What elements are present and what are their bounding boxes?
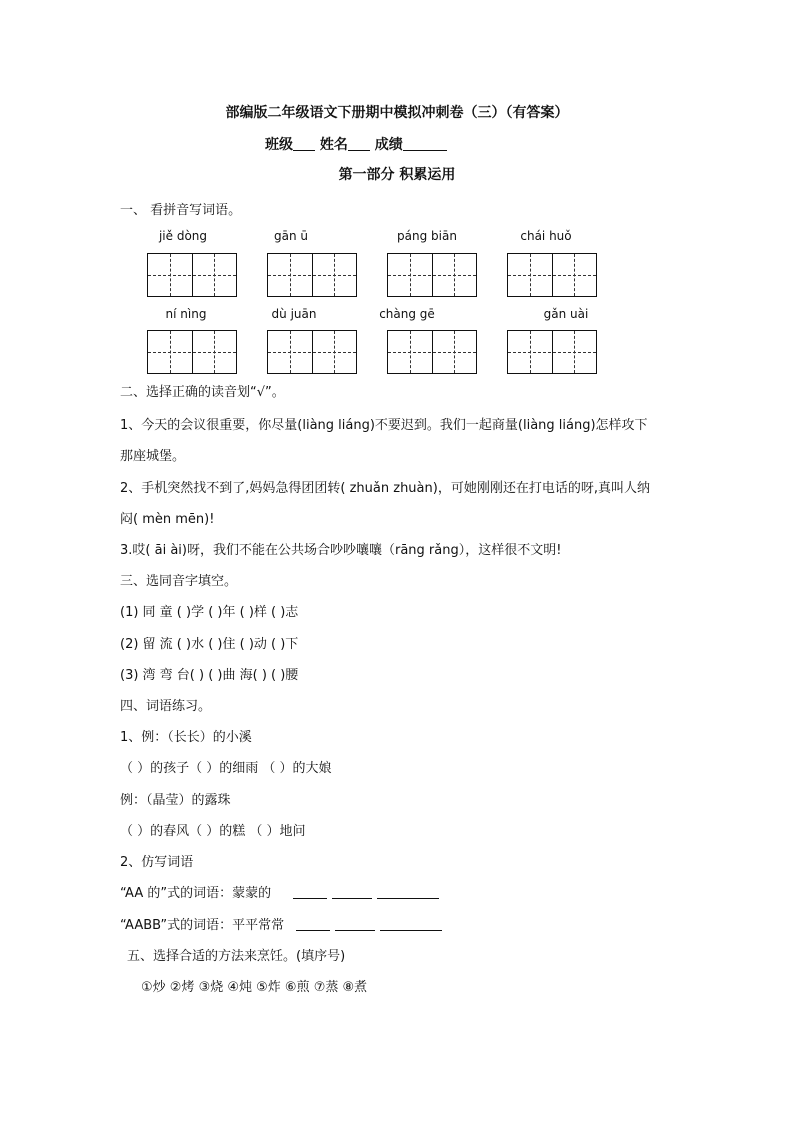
- pinyin-label: dù juān: [271, 307, 317, 321]
- pinyin-label: chàng gē: [379, 307, 435, 321]
- pinyin-label: jiě dòng: [158, 229, 208, 243]
- writing-grid[interactable]: [387, 330, 477, 374]
- class-label: 班级: [265, 137, 293, 153]
- pinyin-label: chái huǒ: [520, 229, 572, 243]
- homophone-item: (2) 留 流 ( )水 ( )住 ( )动 ( )下: [120, 637, 299, 652]
- answer-blank[interactable]: [335, 917, 375, 931]
- part-title: 第一部分 积累运用: [338, 167, 456, 183]
- section4-heading: 四、词语练习。: [120, 699, 212, 714]
- answer-blank[interactable]: [296, 917, 330, 931]
- homophone-item: (1) 同 童 ( )学 ( )年 ( )样 ( )志: [120, 605, 299, 620]
- writing-grid[interactable]: [267, 253, 357, 297]
- aa-word-row: [120, 882, 444, 901]
- class-blank[interactable]: [293, 136, 315, 151]
- question-text: 2、手机突然找不到了,妈妈急得团团转( zhuǎn zhuàn)，可她刚刚还在打电话的呀,真叫人纳: [120, 481, 650, 496]
- cooking-options: ①炒 ②烤 ③烧 ④炖 ⑤炸 ⑥煎 ⑦蒸 ⑧煮: [141, 980, 368, 995]
- score-label: 成绩: [374, 137, 403, 153]
- page-title: 部编版二年级语文下册期中模拟冲刺卷（三）（有答案）: [225, 105, 569, 121]
- student-info-line: [265, 134, 447, 154]
- pinyin-label: ní nìng: [165, 307, 207, 321]
- writing-grid[interactable]: [507, 253, 597, 297]
- answer-blank[interactable]: [293, 885, 327, 899]
- writing-grid[interactable]: [267, 330, 357, 374]
- subheading: 2、仿写词语: [120, 855, 194, 870]
- question-text: 3.哎( āi ài)呀，我们不能在公共场合吵吵嚷嚷（rāng rǎng），这样很不文明!: [120, 543, 562, 558]
- section3-heading: 三、选同音字填空。: [120, 574, 238, 589]
- question-text: 1、今天的会议很重要，你尽量(liàng liáng)不要迟到。我们一起商量(liàng liáng)怎样攻下: [120, 418, 648, 433]
- answer-blank[interactable]: [380, 917, 442, 931]
- writing-grid[interactable]: [387, 253, 477, 297]
- section1-heading: 一、 看拼音写词语。: [120, 203, 242, 218]
- pinyin-label: gǎn uài: [543, 307, 589, 321]
- name-blank[interactable]: [348, 136, 370, 151]
- section5-heading: 五、选择合适的方法来烹饪。(填序号): [127, 949, 346, 964]
- homophone-item: (3) 湾 弯 台( ) ( )曲 海( ) ( )腰: [120, 668, 299, 683]
- writing-grid[interactable]: [507, 330, 597, 374]
- question-text: 那座城堡。: [120, 449, 186, 464]
- fill-blank-line: （ ）的孩子（ ）的细雨 （ ）的大娘: [120, 761, 332, 776]
- section2-heading: 二、选择正确的读音划“√”。: [120, 385, 285, 400]
- aa-label: “AA 的”式的词语：蒙蒙的: [120, 886, 272, 901]
- score-blank[interactable]: [403, 136, 447, 151]
- fill-blank-line: （ ）的春风（ ）的糕 （ ）地问: [120, 824, 306, 839]
- writing-grid[interactable]: [147, 330, 237, 374]
- pinyin-label: gān ū: [274, 229, 308, 243]
- example-text: 例：（晶莹）的露珠: [120, 793, 231, 808]
- example-text: 1、例：（长长）的小溪: [120, 730, 252, 745]
- answer-blank[interactable]: [377, 885, 439, 899]
- question-text: 闷( mèn mēn)!: [120, 512, 215, 527]
- writing-grid[interactable]: [147, 253, 237, 297]
- pinyin-label: páng biān: [397, 229, 457, 243]
- aabb-label: “AABB”式的词语：平平常常: [120, 918, 285, 933]
- name-label: 姓名: [319, 137, 348, 153]
- answer-blank[interactable]: [332, 885, 372, 899]
- aabb-word-row: [120, 914, 447, 933]
